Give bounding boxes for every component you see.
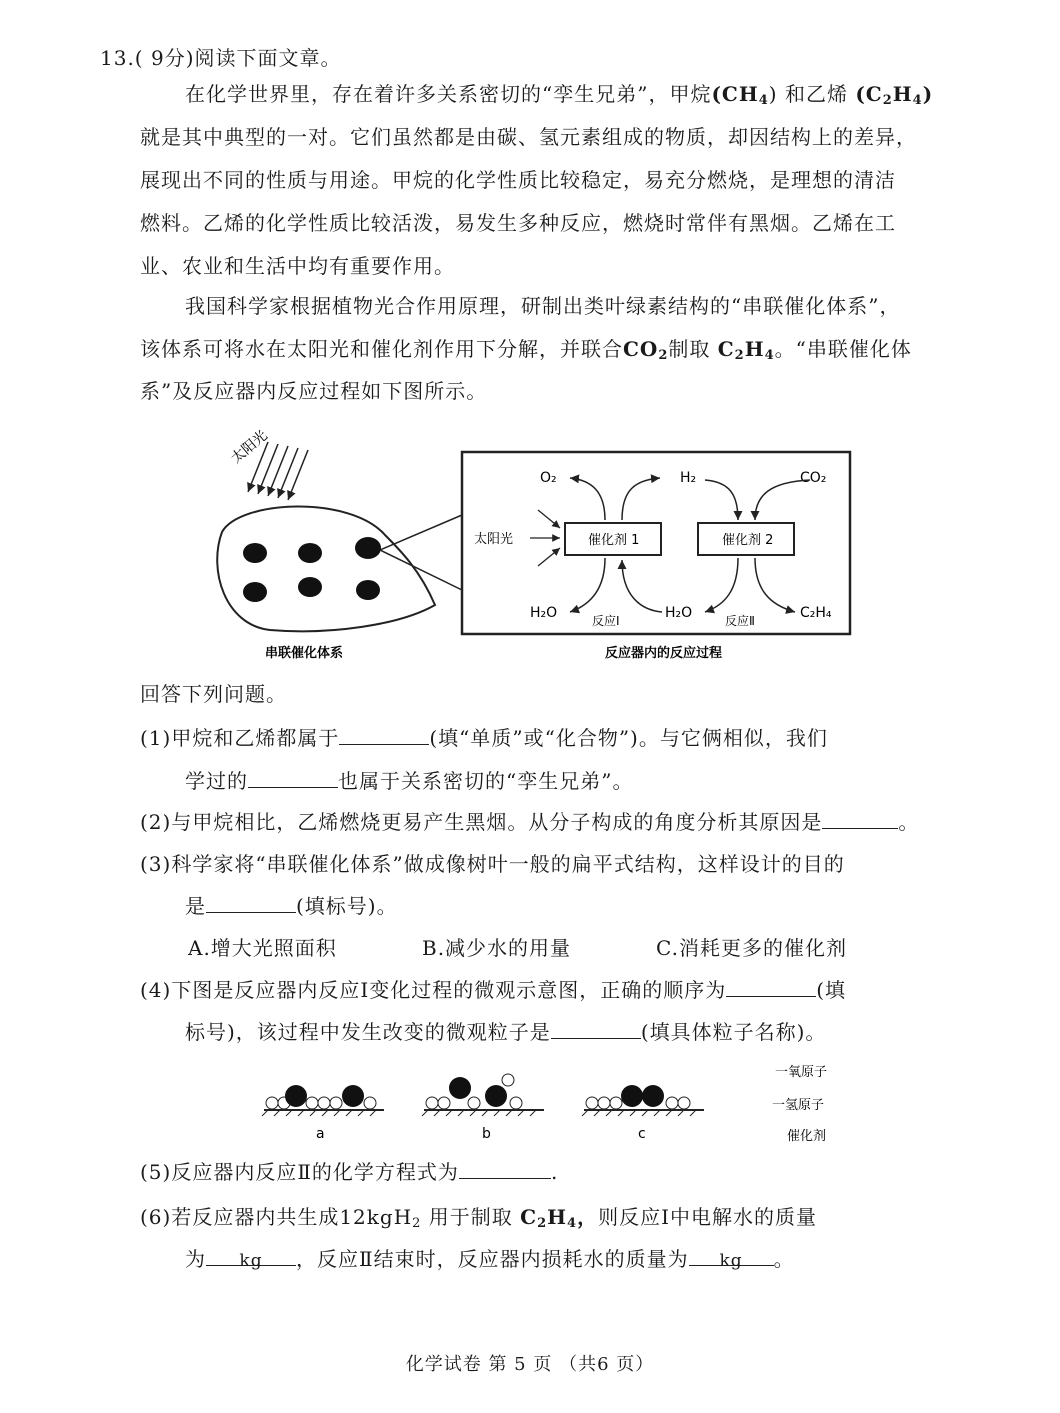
- q4-line1: (4)下图是反应器内反应Ⅰ变化过程的微观示意图，正确的顺序为 (填: [140, 978, 847, 1002]
- micro-label-a: a: [316, 1126, 325, 1142]
- h2-label: H₂: [680, 470, 697, 486]
- answer-intro: 回答下列问题。: [140, 682, 287, 706]
- q2-line: (2)与甲烷相比，乙烯燃烧更易产生黑烟。从分子构成的角度分析其原因是 。: [140, 810, 920, 834]
- q2-blank[interactable]: [822, 808, 898, 829]
- para2-line1: 我国科学家根据植物光合作用原理，研制出类叶绿素结构的“串联催化体系”，: [185, 294, 901, 318]
- h2o-mid-label: H₂O: [665, 605, 693, 621]
- q6-blank1[interactable]: kg: [206, 1245, 296, 1266]
- para1-line2: 就是其中典型的一对。它们虽然都是由碳、氢元素组成的物质，却因结构上的差异，: [140, 125, 917, 149]
- q4-blank2[interactable]: [551, 1018, 641, 1039]
- q6-blank2[interactable]: kg: [689, 1245, 774, 1266]
- para1-line5: 业、农业和生活中均有重要作用。: [140, 254, 455, 278]
- question-heading: 13.( 9分)阅读下面文章。: [100, 46, 342, 70]
- sun-in-box-label: 太阳光: [474, 532, 514, 547]
- reaction-diagram: [210, 420, 870, 670]
- o2-label: O₂: [540, 470, 557, 486]
- catalyst1-label: 催化剂 1: [588, 533, 640, 548]
- h2o-left-label: H₂O: [530, 605, 558, 621]
- legend-oxygen: 一氧原子: [775, 1065, 828, 1080]
- legend-catalyst: 催化剂: [787, 1129, 827, 1144]
- para1-text: 在化学世界里，存在着许多关系密切的“孪生兄弟”，甲烷: [185, 82, 712, 106]
- q5-blank[interactable]: [459, 1158, 551, 1179]
- co2-label: CO₂: [800, 470, 827, 486]
- para2-line2: 该体系可将水在太阳光和催化剂作用下分解，并联合$CO_2$制取 $C_2H_4$。“串联催化体: [140, 337, 912, 363]
- reaction2-label: 反应Ⅱ: [725, 614, 755, 628]
- c2h4-label: C₂H₄: [800, 605, 832, 621]
- q4-line2: 标号)，该过程中发生改变的微观粒子是 (填具体粒子名称)。: [185, 1020, 827, 1044]
- para1-line4: 燃料。乙烯的化学性质比较活泼，易发生多种反应，燃烧时常伴有黑烟。乙烯在工: [140, 211, 896, 235]
- q5-line: (5)反应器内反应Ⅱ的化学方程式为 .: [140, 1160, 559, 1184]
- q3-line2: 是 (填标号)。: [185, 894, 398, 918]
- c2h4-formula: $(C_2H_4)$: [855, 82, 934, 108]
- micro-diagram: [260, 1058, 860, 1148]
- leaf-shape: [217, 506, 435, 631]
- q6-line2: 为 kg ，反应Ⅱ结束时，反应器内损耗水的质量为 kg 。: [185, 1247, 795, 1271]
- catalyst2-label: 催化剂 2: [722, 533, 774, 548]
- para1-line1: 在化学世界里，存在着许多关系密切的“孪生兄弟”，甲烷$(CH_4)$ 和乙烯 $(C_2H_4)$: [185, 82, 934, 108]
- micro-label-c: c: [638, 1126, 646, 1142]
- micro-a: [262, 1085, 384, 1116]
- q3-option-c: C.消耗更多的催化剂: [656, 936, 847, 960]
- q4-blank1[interactable]: [726, 976, 816, 997]
- para1-line3: 展现出不同的性质与用途。甲烷的化学性质比较稳定，易充分燃烧，是理想的清洁: [140, 168, 896, 192]
- ch4-formula: ($CH_4$: [711, 82, 769, 108]
- co2-formula: $CO_2$: [623, 337, 669, 363]
- page-footer: 化学试卷 第 5 页 （共6 页）: [405, 1354, 655, 1375]
- q3-line1: (3)科学家将“串联催化体系”做成像树叶一般的扁平式结构，这样设计的目的: [140, 852, 845, 876]
- left-caption: 串联催化体系: [265, 646, 344, 661]
- sunlight-label: 太阳光: [228, 427, 271, 467]
- q1-blank2[interactable]: [248, 767, 338, 788]
- reaction1-label: 反应Ⅰ: [592, 614, 620, 628]
- micro-label-b: b: [482, 1126, 491, 1142]
- c2h4-formula-2: $C_2H_4$: [717, 337, 775, 363]
- q3-blank[interactable]: [206, 892, 296, 913]
- micro-b: [422, 1074, 544, 1116]
- para2-line3: 系”及反应器内反应过程如下图所示。: [140, 379, 488, 403]
- micro-c: [582, 1085, 704, 1116]
- right-caption: 反应器内的反应过程: [605, 646, 723, 661]
- q6-line1: (6)若反应器内共生成12kgH$_2$ 用于制取 $C_2H_4$，则反应Ⅰ中电解水的质量: [140, 1205, 817, 1231]
- q3-option-b: B.减少水的用量: [422, 936, 572, 960]
- q1-blank1[interactable]: [339, 724, 429, 745]
- legend-hydrogen: 一氢原子: [772, 1098, 825, 1113]
- q1-line2: 学过的 也属于关系密切的“孪生兄弟”。: [185, 769, 634, 793]
- q3-option-a: A.增大光照面积: [188, 936, 337, 960]
- q6-c2h4-formula: $C_2H_4$，: [520, 1205, 599, 1231]
- q1-line1: (1)甲烷和乙烯都属于 (填“单质”或“化合物”)。与它俩相似，我们: [140, 726, 828, 750]
